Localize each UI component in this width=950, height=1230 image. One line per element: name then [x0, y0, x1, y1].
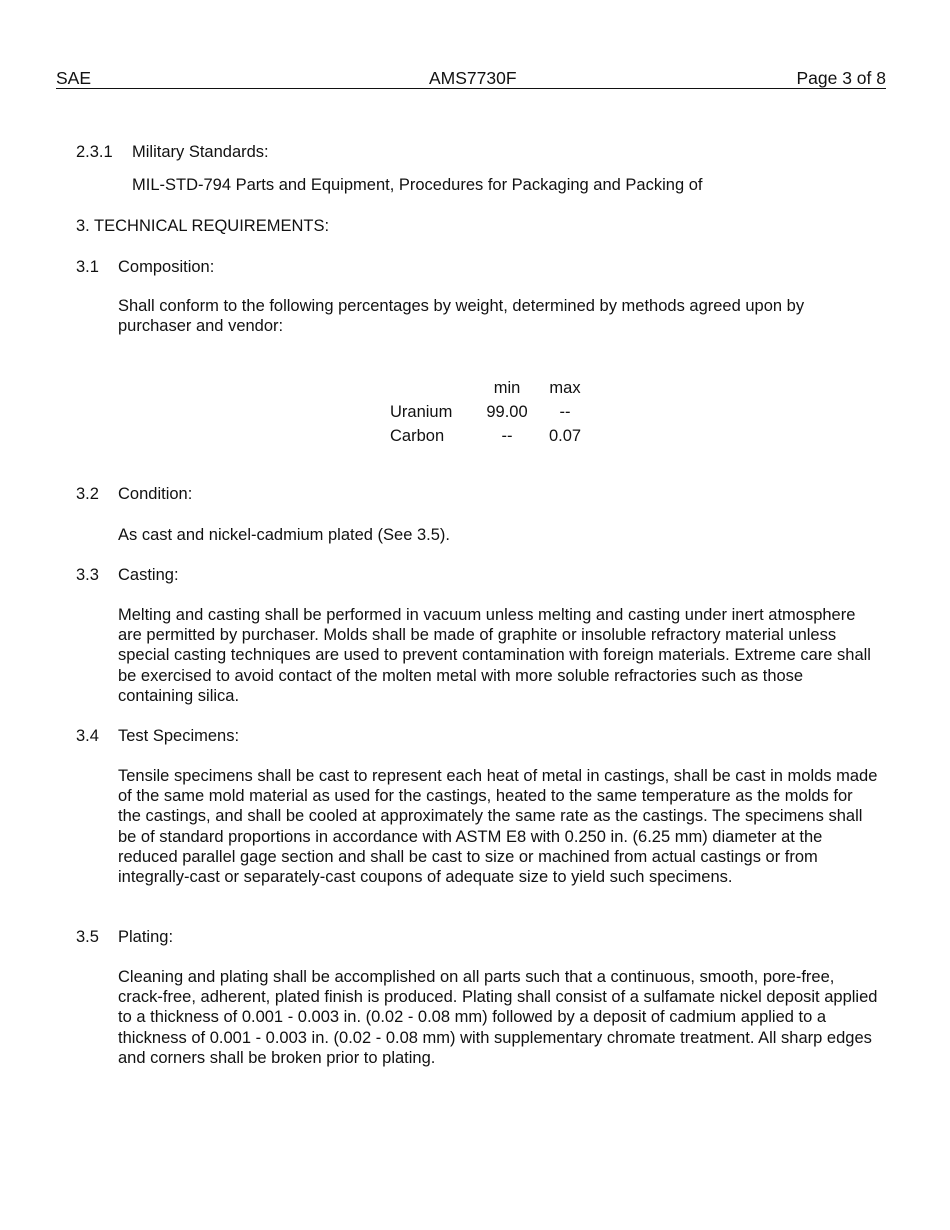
section-3-3-text: Melting and casting shall be performed in vacuum unless melting and casting under inert atmosphere are permitted by purchaser. Molds shall be made of graphite or insoluble refractory material unless special casting techniques are used to prevent contamination with foreign materials. Extreme care shall be exercised to avoid contact of the molten metal with more soluble refractories such as those containing silica. [118, 606, 871, 705]
section-3-5-title: Plating: [118, 928, 174, 946]
section-3-4-number: 3.4 [76, 727, 99, 745]
section-3-3-number: 3.3 [76, 566, 99, 584]
section-3-1-text: Shall conform to the following percentages by weight, determined by methods agreed upon by purchaser and vendor: [118, 297, 805, 336]
max-value: -- [559, 402, 571, 421]
header-org: SAE [56, 68, 92, 88]
element-name: Carbon [390, 426, 445, 445]
section-3-5-number: 3.5 [76, 928, 99, 946]
section-3-2-title: Condition: [118, 485, 193, 503]
page-header [56, 66, 886, 89]
section-3-2-number: 3.2 [76, 485, 99, 503]
section-3-5-text: Cleaning and plating shall be accomplished on all parts such that a continuous, smooth, pore-free, crack-free, adherent, plated finish is produced. Plating shall consist of a sulfamate nickel deposit applied to a thickness of 0.001 - 0.003 in. (0.02 - 0.08 mm) followed by a deposit of cadmium applied to a thickness of 0.001 - 0.003 in. (0.02 - 0.08 mm) with supplementary chromate treatment. All sharp edges and corners shall be broken prior to plating. [118, 968, 878, 1067]
section-2-3-1-title: Military Standards: [132, 143, 269, 161]
section-3-2-text: As cast and nickel-cadmium plated (See 3.5). [118, 526, 450, 544]
composition-table [380, 376, 594, 448]
max-value: 0.07 [548, 426, 582, 445]
composition-header-row [380, 376, 594, 400]
section-3-1-title: Composition: [118, 258, 215, 276]
min-value: -- [501, 426, 513, 445]
section-3-1-number: 3.1 [76, 258, 99, 276]
section-2-3-1-number: 2.3.1 [76, 143, 113, 161]
col-max-header: max [549, 378, 581, 397]
table-row [380, 400, 594, 424]
col-min-header: min [493, 378, 521, 397]
section-3-4-text: Tensile specimens shall be cast to represent each heat of metal in castings, shall be cast in molds made of the same mold material as used for the castings, heated to the same temperature as the molds for the castings, and shall be cooled at approximately the same rate as the castings. The specimens shall be of standard proportions in accordance with ASTM E8 with 0.250 in. (6.25 mm) diameter at the reduced parallel gage section and shall be cast to size or machined from actual castings or from integrally-cast or separately-cast coupons of adequate size to yield such specimens. [118, 767, 878, 887]
table-row [380, 424, 594, 448]
header-page-number: Page 3 of 8 [796, 68, 886, 88]
element-name: Uranium [390, 402, 453, 421]
min-value: 99.00 [486, 402, 528, 421]
section-3-3-title: Casting: [118, 566, 179, 584]
section-3-title: 3. TECHNICAL REQUIREMENTS: [76, 217, 330, 235]
mil-std-794-entry: MIL-STD-794 Parts and Equipment, Procedures for Packaging and Packing of [132, 176, 703, 194]
section-3-4-title: Test Specimens: [118, 727, 240, 745]
header-doc-number: AMS7730F [429, 68, 517, 88]
